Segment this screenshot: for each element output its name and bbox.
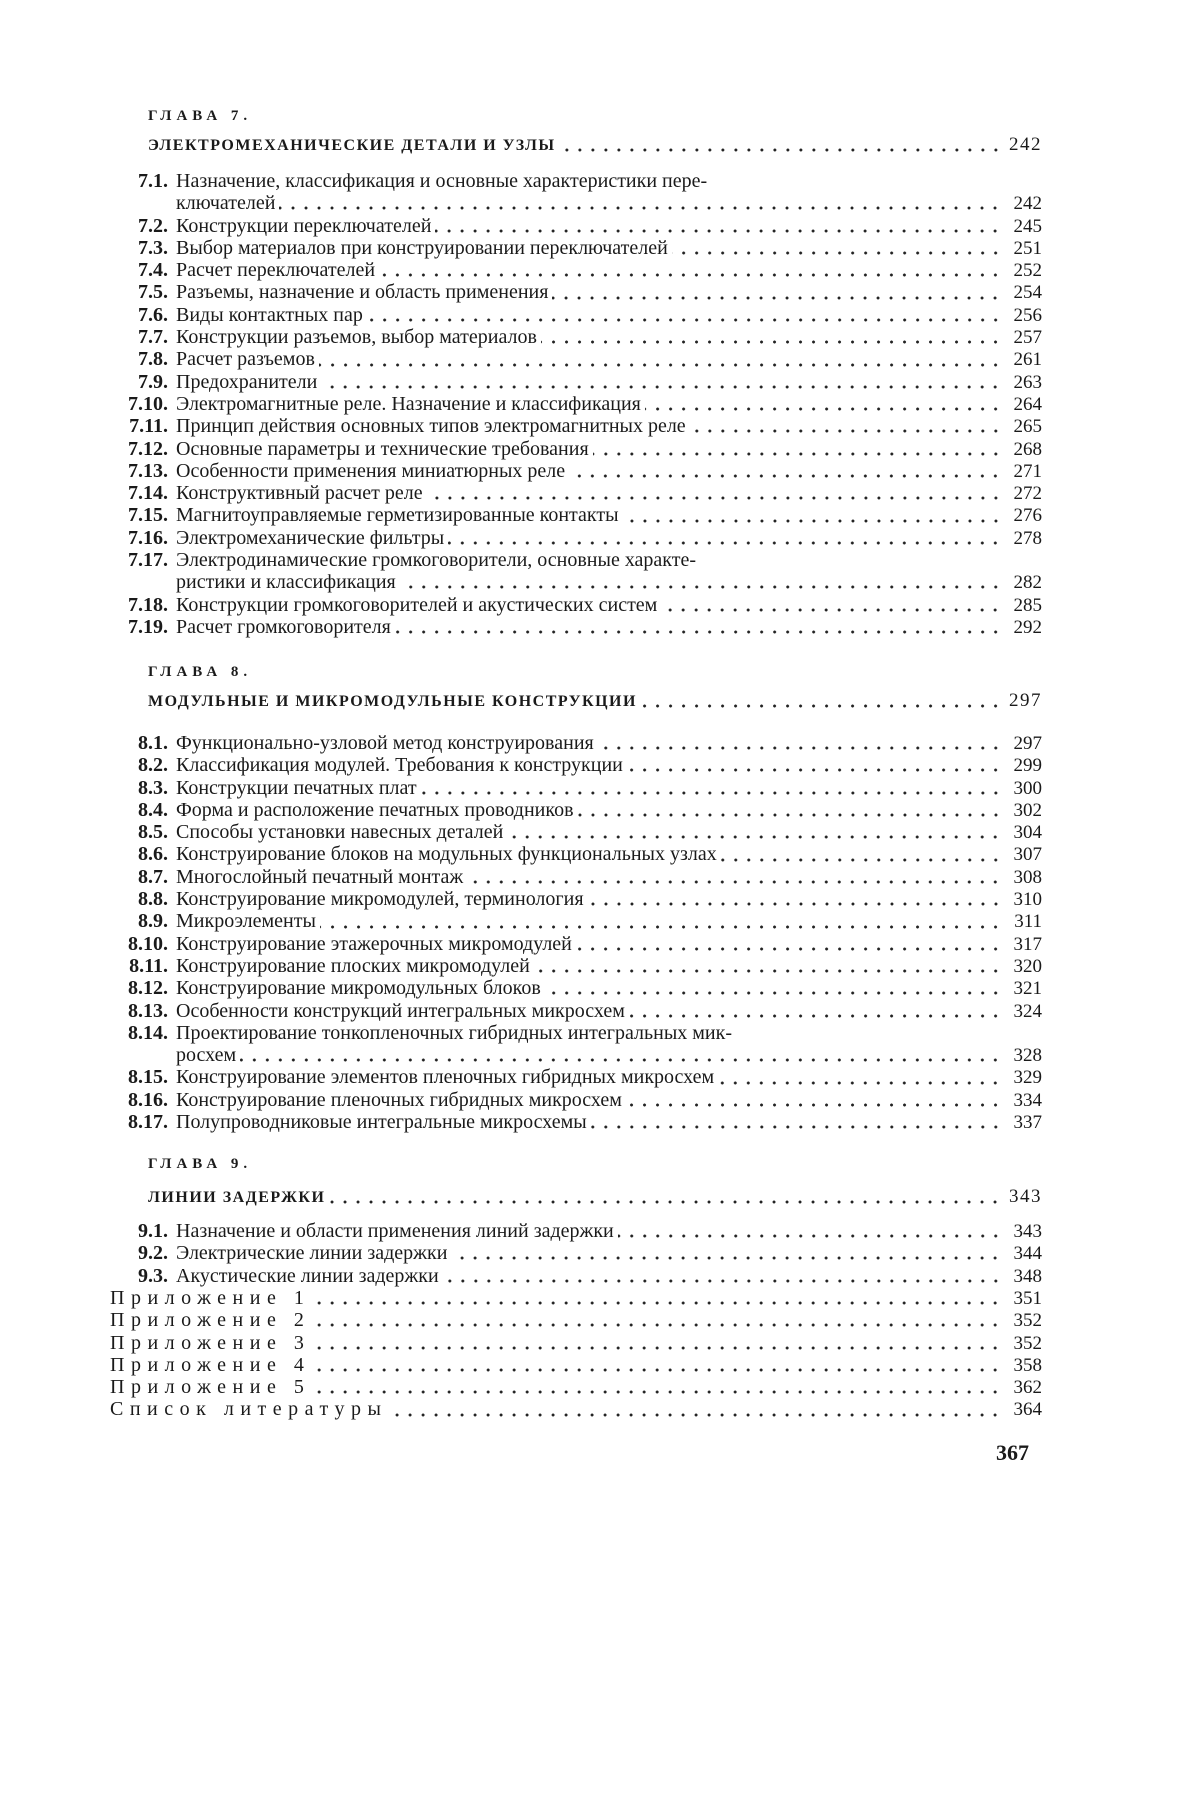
entry-number: 7.2. bbox=[110, 215, 176, 237]
entry-page: 282 bbox=[1006, 572, 1042, 594]
entry-title: Проектирование тонкопленочных гибридных интегральных мик- bbox=[176, 1022, 732, 1044]
entry-title: Разъемы, назначение и область применения bbox=[176, 281, 548, 303]
entry-number: 7.12. bbox=[110, 438, 176, 460]
entry-title: Классификация модулей. Требования к конструкции bbox=[176, 754, 623, 776]
dot-leader bbox=[391, 1413, 1002, 1417]
entry-number: 8.17. bbox=[110, 1111, 176, 1133]
entry-number: 8.13. bbox=[110, 1000, 176, 1022]
entry-number: 8.1. bbox=[110, 732, 176, 754]
entry-title: Конструирование этажерочных микромодулей bbox=[176, 933, 572, 955]
entry-page: 307 bbox=[1006, 844, 1042, 866]
dot-leader bbox=[451, 1256, 1002, 1260]
dot-leader bbox=[545, 991, 1002, 995]
entry-title: Особенности конструкций интегральных микросхем bbox=[176, 1000, 625, 1022]
toc-entry bbox=[110, 326, 1042, 348]
dot-leader bbox=[534, 969, 1002, 973]
dot-leader bbox=[578, 813, 1002, 817]
entry-title: Микроэлементы bbox=[176, 910, 316, 932]
entry-number: 7.17. bbox=[110, 549, 176, 571]
appendix-title: Приложение 2 bbox=[110, 1309, 310, 1331]
entry-number: 9.3. bbox=[110, 1265, 176, 1287]
entry-page: 265 bbox=[1006, 416, 1042, 438]
dot-leader bbox=[279, 206, 1002, 210]
entry-title: Акустические линии задержки bbox=[176, 1265, 439, 1287]
entry-page: 242 bbox=[1006, 193, 1042, 215]
entry-page: 264 bbox=[1006, 394, 1042, 416]
toc-entry bbox=[110, 616, 1042, 638]
entry-page: 343 bbox=[1006, 1221, 1042, 1243]
chapter-title-text: МОДУЛЬНЫЕ И МИКРОМОДУЛЬНЫЕ КОНСТРУКЦИИ bbox=[148, 693, 637, 711]
toc-entry bbox=[110, 371, 1042, 393]
entry-title: Предохранители bbox=[176, 371, 317, 393]
chapter-page: 242 bbox=[1006, 134, 1042, 156]
dot-leader bbox=[598, 746, 1002, 750]
toc-entry bbox=[110, 504, 1042, 526]
toc-entry bbox=[110, 281, 1042, 303]
entry-number: 7.7. bbox=[110, 326, 176, 348]
appendix-page: 362 bbox=[1006, 1377, 1042, 1399]
entry-title: Назначение и области применения линий задержки bbox=[176, 1220, 614, 1242]
entry-title: Электрические линии задержки bbox=[176, 1242, 447, 1264]
entry-title: Конструкции разъемов, выбор материалов bbox=[176, 326, 537, 348]
dot-leader bbox=[588, 902, 1002, 906]
appendix-title: Приложение 4 bbox=[110, 1354, 310, 1376]
entry-number: 9.1. bbox=[110, 1220, 176, 1242]
entry-page: 252 bbox=[1006, 260, 1042, 282]
entry-title: Электромеханические фильтры bbox=[176, 527, 444, 549]
entry-title: Конструирование микромодулей, терминология bbox=[176, 888, 584, 910]
entry-title: Конструкции громкоговорителей и акустических систем bbox=[176, 594, 657, 616]
dot-leader bbox=[240, 1058, 1002, 1062]
entry-title: ключателей bbox=[176, 192, 275, 214]
entry-number: 7.6. bbox=[110, 304, 176, 326]
toc-entry bbox=[110, 393, 1042, 415]
entry-page: 256 bbox=[1006, 305, 1042, 327]
entry-list bbox=[110, 732, 1042, 1133]
toc-entry bbox=[110, 348, 1042, 370]
dot-leader bbox=[623, 519, 1002, 523]
toc-entry bbox=[110, 888, 1042, 910]
dot-leader bbox=[627, 768, 1002, 772]
entry-number: 7.9. bbox=[110, 371, 176, 393]
entry-list bbox=[110, 170, 1042, 638]
toc-entry bbox=[110, 460, 1042, 482]
entry-title: Многослойный печатный монтаж bbox=[176, 866, 463, 888]
entry-title: Магнитоуправляемые герметизированные контакты bbox=[176, 504, 619, 526]
entry-page: 302 bbox=[1006, 800, 1042, 822]
appendix-title: Приложение 3 bbox=[110, 1332, 310, 1354]
dot-leader bbox=[591, 1125, 1002, 1129]
toc-entry bbox=[110, 1044, 1042, 1066]
dot-leader bbox=[367, 318, 1002, 322]
entry-title: Электродинамические громкоговорители, основные характе- bbox=[176, 549, 696, 571]
entry-title: Конструкции печатных плат bbox=[176, 777, 417, 799]
appendix-page: 352 bbox=[1006, 1333, 1042, 1355]
entry-page: 321 bbox=[1006, 978, 1042, 1000]
entry-page: 245 bbox=[1006, 216, 1042, 238]
appendix-list bbox=[110, 1287, 1042, 1421]
entry-page: 251 bbox=[1006, 238, 1042, 260]
entry-number: 8.11. bbox=[110, 955, 176, 977]
appendix-page: 352 bbox=[1006, 1310, 1042, 1332]
entry-number: 7.13. bbox=[110, 460, 176, 482]
entry-title: Полупроводниковые интегральные микросхемы bbox=[176, 1111, 587, 1133]
dot-leader bbox=[552, 296, 1002, 300]
entry-page: 310 bbox=[1006, 889, 1042, 911]
dot-leader bbox=[329, 1200, 1002, 1204]
entry-number: 7.19. bbox=[110, 616, 176, 638]
dot-leader bbox=[321, 385, 1002, 389]
chapter-title-text: ЛИНИИ ЗАДЕРЖКИ bbox=[148, 1189, 325, 1207]
dot-leader bbox=[541, 340, 1002, 344]
entry-number: 7.1. bbox=[110, 170, 176, 192]
dot-leader bbox=[645, 407, 1002, 411]
toc-entry bbox=[110, 732, 1042, 754]
entry-title: Расчет громкоговорителя bbox=[176, 616, 391, 638]
entry-page: 276 bbox=[1006, 505, 1042, 527]
entry-number: 7.14. bbox=[110, 482, 176, 504]
entry-title: Конструкции переключателей bbox=[176, 215, 431, 237]
dot-leader bbox=[443, 1279, 1002, 1283]
entry-title: ристики и классификация bbox=[176, 571, 396, 593]
toc-entry bbox=[110, 237, 1042, 259]
entry-title: Форма и расположение печатных проводников bbox=[176, 799, 574, 821]
entry-page: 344 bbox=[1006, 1243, 1042, 1265]
dot-leader bbox=[314, 1368, 1002, 1372]
entry-number: 8.7. bbox=[110, 866, 176, 888]
dot-leader bbox=[690, 429, 1002, 433]
entry-title: Конструирование пленочных гибридных микросхем bbox=[176, 1089, 622, 1111]
entry-number: 7.16. bbox=[110, 527, 176, 549]
entry-number: 8.5. bbox=[110, 821, 176, 843]
toc-entry bbox=[110, 415, 1042, 437]
dot-leader bbox=[435, 229, 1002, 233]
entry-title: Функционально-узловой метод конструирования bbox=[176, 732, 594, 754]
entry-page: 268 bbox=[1006, 439, 1042, 461]
toc-entry bbox=[110, 1089, 1042, 1111]
dot-leader bbox=[672, 251, 1002, 255]
entry-number: 7.10. bbox=[110, 393, 176, 415]
dot-leader bbox=[593, 452, 1002, 456]
entry-number: 7.4. bbox=[110, 259, 176, 281]
entry-title: Основные параметры и технические требования bbox=[176, 438, 589, 460]
entry-page: 299 bbox=[1006, 755, 1042, 777]
toc-entry bbox=[110, 1265, 1042, 1287]
appendix-entry bbox=[110, 1287, 1042, 1309]
toc-entry bbox=[110, 192, 1042, 214]
chapter-page: 297 bbox=[1006, 690, 1042, 712]
entry-title: Принцип действия основных типов электромагнитных реле bbox=[176, 415, 686, 437]
entry-page: 285 bbox=[1006, 595, 1042, 617]
entry-number: 8.15. bbox=[110, 1066, 176, 1088]
toc-entry bbox=[110, 215, 1042, 237]
dot-leader bbox=[661, 608, 1002, 612]
chapter-title bbox=[148, 1186, 1042, 1208]
dot-leader bbox=[314, 1390, 1002, 1394]
entry-page: 257 bbox=[1006, 327, 1042, 349]
toc-entry bbox=[110, 549, 1042, 571]
toc-entry bbox=[110, 910, 1042, 932]
appendix-page: 358 bbox=[1006, 1355, 1042, 1377]
appendix-page: 364 bbox=[1006, 1399, 1042, 1421]
dot-leader bbox=[721, 858, 1002, 862]
entry-title: Расчет переключателей bbox=[176, 259, 375, 281]
entry-page: 292 bbox=[1006, 617, 1042, 639]
dot-leader bbox=[314, 1301, 1002, 1305]
toc-entry bbox=[110, 754, 1042, 776]
entry-number: 8.6. bbox=[110, 843, 176, 865]
entry-number: 7.5. bbox=[110, 281, 176, 303]
toc-entry bbox=[110, 933, 1042, 955]
entry-number: 7.3. bbox=[110, 237, 176, 259]
entry-title: Виды контактных пар bbox=[176, 304, 363, 326]
toc-entry bbox=[110, 1242, 1042, 1264]
dot-leader bbox=[314, 1346, 1002, 1350]
toc-entry bbox=[110, 799, 1042, 821]
chapter-page: 343 bbox=[1006, 1186, 1042, 1208]
entry-number: 7.11. bbox=[110, 415, 176, 437]
entry-page: 278 bbox=[1006, 528, 1042, 550]
entry-title: Электромагнитные реле. Назначение и классификация bbox=[176, 393, 641, 415]
dot-leader bbox=[618, 1234, 1002, 1238]
entry-number: 8.10. bbox=[110, 933, 176, 955]
entry-page: 300 bbox=[1006, 778, 1042, 800]
dot-leader bbox=[395, 630, 1002, 634]
chapter-label: ГЛАВА 8. bbox=[148, 664, 252, 681]
entry-page: 324 bbox=[1006, 1001, 1042, 1023]
chapter-label: ГЛАВА 7. bbox=[148, 108, 252, 125]
appendix-title: Приложение 5 bbox=[110, 1376, 310, 1398]
toc-entry bbox=[110, 777, 1042, 799]
chapter-title bbox=[148, 690, 1042, 712]
toc-entry bbox=[110, 1220, 1042, 1242]
toc-entry bbox=[110, 821, 1042, 843]
dot-leader bbox=[320, 925, 1002, 929]
toc-entry bbox=[110, 866, 1042, 888]
toc-entry bbox=[110, 1111, 1042, 1133]
appendix-entry bbox=[110, 1376, 1042, 1398]
toc-entry bbox=[110, 1066, 1042, 1088]
entry-title: Конструктивный расчет реле bbox=[176, 482, 423, 504]
appendix-title: Приложение 1 bbox=[110, 1287, 310, 1309]
entry-number: 7.15. bbox=[110, 504, 176, 526]
appendix-entry bbox=[110, 1332, 1042, 1354]
dot-leader bbox=[569, 474, 1002, 478]
entry-number: 8.3. bbox=[110, 777, 176, 799]
toc-entry bbox=[110, 482, 1042, 504]
toc-entry bbox=[110, 1000, 1042, 1022]
entry-number: 7.18. bbox=[110, 594, 176, 616]
entry-title: Конструирование элементов пленочных гибридных микросхем bbox=[176, 1066, 714, 1088]
page-number: 367 bbox=[996, 1440, 1029, 1466]
dot-leader bbox=[467, 880, 1002, 884]
entry-number: 8.2. bbox=[110, 754, 176, 776]
entry-number: 8.12. bbox=[110, 977, 176, 999]
entry-page: 329 bbox=[1006, 1067, 1042, 1089]
dot-leader bbox=[507, 835, 1002, 839]
entry-title: Расчет разъемов bbox=[176, 348, 315, 370]
entry-page: 311 bbox=[1006, 911, 1042, 933]
appendix-entry bbox=[110, 1354, 1042, 1376]
entry-title: Конструирование микромодульных блоков bbox=[176, 977, 541, 999]
dot-leader bbox=[629, 1014, 1002, 1018]
entry-title: Особенности применения миниатюрных реле bbox=[176, 460, 565, 482]
entry-number: 8.14. bbox=[110, 1022, 176, 1044]
dot-leader bbox=[718, 1081, 1002, 1085]
entry-number: 8.4. bbox=[110, 799, 176, 821]
dot-leader bbox=[421, 791, 1002, 795]
dot-leader bbox=[626, 1103, 1002, 1107]
appendix-title: Список литературы bbox=[110, 1398, 387, 1420]
toc-entry bbox=[110, 438, 1042, 460]
entry-number: 9.2. bbox=[110, 1242, 176, 1264]
chapter-label: ГЛАВА 9. bbox=[148, 1156, 252, 1173]
dot-leader bbox=[560, 148, 1002, 152]
toc-entry bbox=[110, 955, 1042, 977]
chapter-title-text: ЭЛЕКТРОМЕХАНИЧЕСКИЕ ДЕТАЛИ И УЗЛЫ bbox=[148, 137, 556, 155]
dot-leader bbox=[400, 585, 1002, 589]
entry-page: 348 bbox=[1006, 1266, 1042, 1288]
toc-entry bbox=[110, 843, 1042, 865]
chapter-title bbox=[148, 134, 1042, 156]
entry-title: Способы установки навесных деталей bbox=[176, 821, 503, 843]
toc-entry bbox=[110, 571, 1042, 593]
entry-title: Конструирование плоских микромодулей bbox=[176, 955, 530, 977]
appendix-page: 351 bbox=[1006, 1288, 1042, 1310]
entry-page: 334 bbox=[1006, 1090, 1042, 1112]
appendix-entry bbox=[110, 1309, 1042, 1331]
toc-entry bbox=[110, 977, 1042, 999]
entry-number: 8.16. bbox=[110, 1089, 176, 1111]
entry-title: Назначение, классификация и основные характеристики пере- bbox=[176, 170, 707, 192]
entry-page: 304 bbox=[1006, 822, 1042, 844]
entry-page: 297 bbox=[1006, 733, 1042, 755]
appendix-entry bbox=[110, 1398, 1042, 1420]
entry-page: 328 bbox=[1006, 1045, 1042, 1067]
entry-title: Конструирование блоков на модульных функциональных узлах bbox=[176, 843, 717, 865]
dot-leader bbox=[319, 363, 1002, 367]
toc-entry bbox=[110, 259, 1042, 281]
entry-list bbox=[110, 1220, 1042, 1287]
toc-entry bbox=[110, 304, 1042, 326]
entry-number: 8.8. bbox=[110, 888, 176, 910]
entry-title: росхем bbox=[176, 1044, 236, 1066]
entry-number: 7.8. bbox=[110, 348, 176, 370]
entry-page: 320 bbox=[1006, 956, 1042, 978]
entry-page: 337 bbox=[1006, 1112, 1042, 1134]
dot-leader bbox=[641, 704, 1002, 708]
entry-title: Выбор материалов при конструировании переключателей bbox=[176, 237, 668, 259]
dot-leader bbox=[576, 947, 1002, 951]
entry-page: 308 bbox=[1006, 867, 1042, 889]
entry-page: 263 bbox=[1006, 372, 1042, 394]
dot-leader bbox=[427, 496, 1002, 500]
toc-entry bbox=[110, 1022, 1042, 1044]
entry-page: 254 bbox=[1006, 282, 1042, 304]
toc-entry bbox=[110, 594, 1042, 616]
toc-entry bbox=[110, 170, 1042, 192]
dot-leader bbox=[314, 1323, 1002, 1327]
entry-page: 261 bbox=[1006, 349, 1042, 371]
entry-number: 8.9. bbox=[110, 910, 176, 932]
entry-page: 271 bbox=[1006, 461, 1042, 483]
dot-leader bbox=[448, 541, 1002, 545]
entry-page: 317 bbox=[1006, 934, 1042, 956]
toc-entry bbox=[110, 527, 1042, 549]
dot-leader bbox=[379, 273, 1002, 277]
entry-page: 272 bbox=[1006, 483, 1042, 505]
